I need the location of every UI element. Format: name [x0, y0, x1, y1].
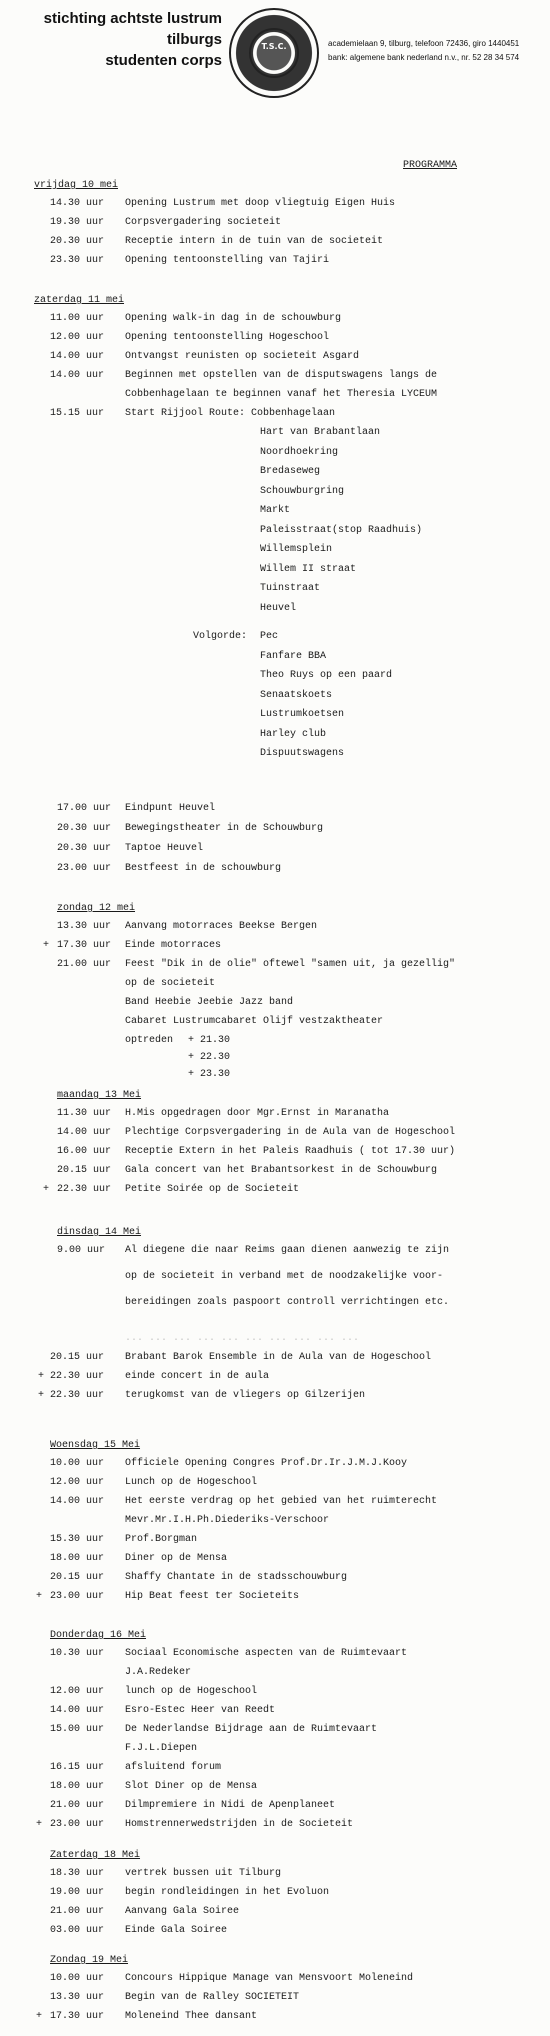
event-text: Bestfeest in de schouwburg [125, 863, 282, 874]
event-time: 18.30 uur [50, 1868, 105, 1879]
event-text: Diner op de Mensa [125, 1553, 228, 1564]
event-text: Shaffy Chantate in de stadsschouwburg [125, 1572, 348, 1583]
event-time: 20.30 uur [57, 843, 112, 854]
event-text: Receptie Extern in het Paleis Raadhuis ( tot 17.30 uur) [125, 1146, 456, 1157]
event-time: 22.30 uur [50, 1371, 105, 1382]
event-time: 14.30 uur [50, 198, 105, 209]
event-time: 21.00 uur [50, 1800, 105, 1811]
event-time: 14.00 uur [50, 1705, 105, 1716]
event-time: 12.00 uur [50, 332, 105, 343]
volgorde-item: Theo Ruys op een paard [260, 670, 393, 681]
event-text: Start Rijjool Route: Cobbenhagelaan [125, 408, 336, 419]
event-text: Concours Hippique Manage van Mensvoort Moleneind [125, 1973, 414, 1984]
plus-mark: + [36, 1591, 43, 1602]
volgorde-item: Senaatskoets [260, 689, 333, 701]
event-text: Petite Soirée op de Societeit [125, 1184, 300, 1195]
event-time: 17.30 uur [57, 940, 112, 951]
route-stop: Hart van Brabantlaan [260, 427, 381, 438]
event-time: 17.00 uur [57, 803, 112, 814]
event-text: Officiele Opening Congres Prof.Dr.Ir.J.M.J.Kooy [125, 1458, 408, 1469]
day-heading: Donderdag 16 Mei [50, 1630, 147, 1641]
event-text: F.J.L.Diepen [125, 1743, 198, 1754]
letterhead-bank: bank: algemene bank nederland n.v., nr. 52 28 34 574 [328, 53, 520, 62]
event-time: 21.00 uur [50, 1906, 105, 1917]
event-text: Brabant Barok Ensemble in de Aula van de Hogeschool [125, 1352, 432, 1363]
plus-mark: + [38, 1371, 45, 1382]
letterhead-address: academielaan 9, tilburg, telefoon 72436, giro 1440451 [328, 39, 520, 48]
event-text: vertrek bussen uit Tilburg [125, 1868, 282, 1879]
event-text: De Nederlandse Bijdrage aan de Ruimtevaart [125, 1724, 378, 1735]
event-text: Ontvangst reunisten op societeit Asgard [125, 351, 360, 362]
event-text: Corpsvergadering societeit [125, 217, 282, 228]
event-text: Gala concert van het Brabantsorkest in de Schouwburg [125, 1165, 438, 1176]
tilburg-corps-seal-icon: T.S.C. [229, 8, 319, 98]
letterhead-title-1: stichting achtste lustrum [43, 10, 222, 27]
event-text: Lunch op de Hogeschool [125, 1477, 258, 1488]
event-text: Einde Gala Soiree [125, 1925, 228, 1936]
volgorde-item: Harley club [260, 728, 327, 740]
event-time: 10.30 uur [50, 1648, 105, 1659]
event-text: Receptie intern in de tuin van de societeit [125, 236, 384, 247]
day-heading: vrijdag 10 mei [34, 180, 119, 191]
event-time: 22.30 uur [50, 1390, 105, 1401]
event-text: Opening Lustrum met doop vliegtuig Eigen Huis [125, 198, 396, 209]
event-text: Cabaret Lustrumcabaret Olijf vestzaktheater [125, 1016, 384, 1027]
plus-mark: + [188, 1069, 195, 1080]
event-text: Plechtige Corpsvergadering in de Aula van de Hogeschool [125, 1127, 456, 1138]
plus-mark: + [38, 1390, 45, 1401]
event-text: Mevr.Mr.I.H.Ph.Diederiks-Verschoor [125, 1515, 330, 1526]
route-stop: Tuinstraat [260, 583, 321, 594]
event-text: op de societeit [125, 978, 216, 989]
event-text: Homstrennerwedstrijden in de Societeit [125, 1819, 354, 1830]
plus-mark: + [188, 1035, 195, 1046]
event-text: H.Mis opgedragen door Mgr.Ernst in Maranatha [125, 1108, 390, 1119]
event-text: Aanvang Gala Soiree [125, 1906, 240, 1917]
event-time: 18.00 uur [50, 1781, 105, 1792]
plus-mark: + [43, 1184, 50, 1195]
event-text: Opening tentoonstelling van Tajiri [125, 255, 330, 266]
event-text: einde concert in de aula [125, 1371, 270, 1382]
plus-mark: + [43, 940, 50, 951]
day-heading: maandag 13 Mei [57, 1090, 142, 1101]
event-text: Bewegingstheater in de Schouwburg [125, 823, 324, 834]
event-text: Einde motorraces [125, 940, 222, 951]
event-time: 12.00 uur [50, 1477, 105, 1488]
event-text: Sociaal Economische aspecten van de Ruimtevaart [125, 1648, 408, 1659]
optreden-time: 22.30 [200, 1052, 231, 1063]
route-stop: Willem II straat [260, 563, 357, 575]
event-text: Aanvang motorraces Beekse Bergen [125, 921, 318, 932]
event-time: 20.15 uur [50, 1572, 105, 1583]
volgorde-item: Fanfare BBA [260, 650, 327, 662]
event-time: 10.00 uur [50, 1458, 105, 1469]
letterhead-title-2: tilburgs [167, 31, 222, 48]
volgorde-item: Pec [260, 631, 279, 642]
event-time: 20.15 uur [57, 1165, 112, 1176]
event-time: 23.00 uur [50, 1591, 105, 1602]
route-stop: Schouwburgring [260, 485, 345, 497]
route-stop: Bredaseweg [260, 466, 321, 477]
event-time: 20.30 uur [50, 236, 105, 247]
event-text: terugkomst van de vliegers op Gilzerijen [125, 1390, 366, 1401]
event-time: 18.00 uur [50, 1553, 105, 1564]
event-time: 23.00 uur [50, 1819, 105, 1830]
event-time: 17.30 uur [50, 2011, 105, 2022]
route-stop: Markt [260, 505, 291, 516]
event-text: afsluitend forum [125, 1762, 222, 1773]
day-heading: zondag 12 mei [57, 903, 136, 914]
event-text: Cobbenhagelaan te beginnen vanaf het Theresia LYCEUM [125, 389, 438, 400]
event-time: 13.30 uur [57, 921, 112, 932]
event-text: begin rondleidingen in het Evoluon [125, 1887, 330, 1898]
day-heading: Zaterdag 18 Mei [50, 1850, 141, 1861]
event-time: 03.00 uur [50, 1925, 105, 1936]
event-text: Opening walk-in dag in de schouwburg [125, 313, 342, 324]
event-time: 14.00 uur [50, 351, 105, 362]
event-time: 20.30 uur [57, 823, 112, 834]
route-stop: Willemsplein [260, 544, 333, 555]
event-time: 20.15 uur [50, 1352, 105, 1363]
event-time: 16.15 uur [50, 1762, 105, 1773]
day-heading: Zondag 19 Mei [50, 1955, 129, 1966]
event-text: Feest "Dik in de olie" oftewel "samen uit, ja gezellig" [125, 959, 456, 970]
event-text: Begin van de Ralley SOCIETEIT [125, 1992, 300, 2003]
event-time: 15.30 uur [50, 1534, 105, 1545]
event-text: Band Heebie Jeebie Jazz band [125, 997, 294, 1008]
optreden-label: optreden [125, 1035, 174, 1046]
event-time: 23.30 uur [50, 255, 105, 266]
plus-mark: + [188, 1052, 195, 1063]
event-text: Esro-Estec Heer van Reedt [125, 1705, 276, 1716]
event-time: 13.30 uur [50, 1992, 105, 2003]
volgorde-item: Lustrumkoetsen [260, 709, 345, 720]
event-text: op de societeit in verband met de noodzakelijke voor- [125, 1271, 444, 1282]
event-time: 19.30 uur [50, 217, 105, 228]
plus-mark: + [36, 1819, 43, 1830]
event-time: 14.00 uur [50, 1496, 105, 1507]
event-text: Taptoe Heuvel [125, 843, 204, 854]
route-stop: Noordhoekring [260, 446, 339, 458]
route-stop: Paleisstraat(stop Raadhuis) [260, 524, 423, 536]
event-time: 19.00 uur [50, 1887, 105, 1898]
event-text: Eindpunt Heuvel [125, 803, 216, 814]
event-text: lunch op de Hogeschool [125, 1686, 258, 1697]
event-time: 11.00 uur [50, 313, 105, 324]
event-text: J.A.Redeker [125, 1667, 192, 1678]
programma-heading: PROGRAMMA [403, 160, 458, 171]
event-time: 11.30 uur [57, 1108, 112, 1119]
event-text: Het eerste verdrag op het gebied van het ruimterecht [125, 1496, 438, 1507]
event-text: Al diegene die naar Reims gaan dienen aanwezig te zijn [125, 1245, 450, 1256]
event-text: Prof.Borgman [125, 1534, 198, 1545]
event-time: 10.00 uur [50, 1973, 105, 1984]
letterhead-title-3: studenten corps [105, 52, 222, 69]
event-text: ... ... ... ... ... ... ... ... ... ... [125, 1333, 360, 1344]
volgorde-item: Dispuutswagens [260, 748, 345, 759]
event-time: 22.30 uur [57, 1184, 112, 1195]
event-time: 15.15 uur [50, 408, 105, 419]
event-time: 14.00 uur [57, 1127, 112, 1138]
event-text: Moleneind Thee dansant [125, 2011, 258, 2022]
event-text: bereidingen zoals paspoort controll verrichtingen etc. [125, 1297, 450, 1308]
route-stop: Heuvel [260, 602, 297, 614]
event-time: 21.00 uur [57, 959, 112, 970]
event-time: 16.00 uur [57, 1146, 112, 1157]
day-heading: dinsdag 14 Mei [57, 1227, 142, 1238]
event-time: 14.00 uur [50, 370, 105, 381]
event-text: Hip Beat feest ter Societeits [125, 1591, 300, 1602]
event-time: 12.00 uur [50, 1686, 105, 1697]
optreden-time: 21.30 [200, 1035, 231, 1046]
plus-mark: + [36, 2011, 43, 2022]
event-text: Slot Diner op de Mensa [125, 1781, 258, 1792]
optreden-time: 23.30 [200, 1069, 231, 1080]
event-time: 15.00 uur [50, 1724, 105, 1735]
event-time: 9.00 uur [57, 1245, 106, 1256]
event-text: Dilmpremiere in Nidi de Apenplaneet [125, 1800, 336, 1811]
volgorde-label: Volgorde: [193, 631, 248, 642]
day-heading: Woensdag 15 Mei [50, 1440, 141, 1451]
event-time: 23.00 uur [57, 863, 112, 874]
day-heading: zaterdag 11 mei [34, 295, 125, 306]
event-text: Opening tentoonstelling Hogeschool [125, 332, 330, 343]
event-text: Beginnen met opstellen van de disputswagens langs de [125, 370, 438, 381]
